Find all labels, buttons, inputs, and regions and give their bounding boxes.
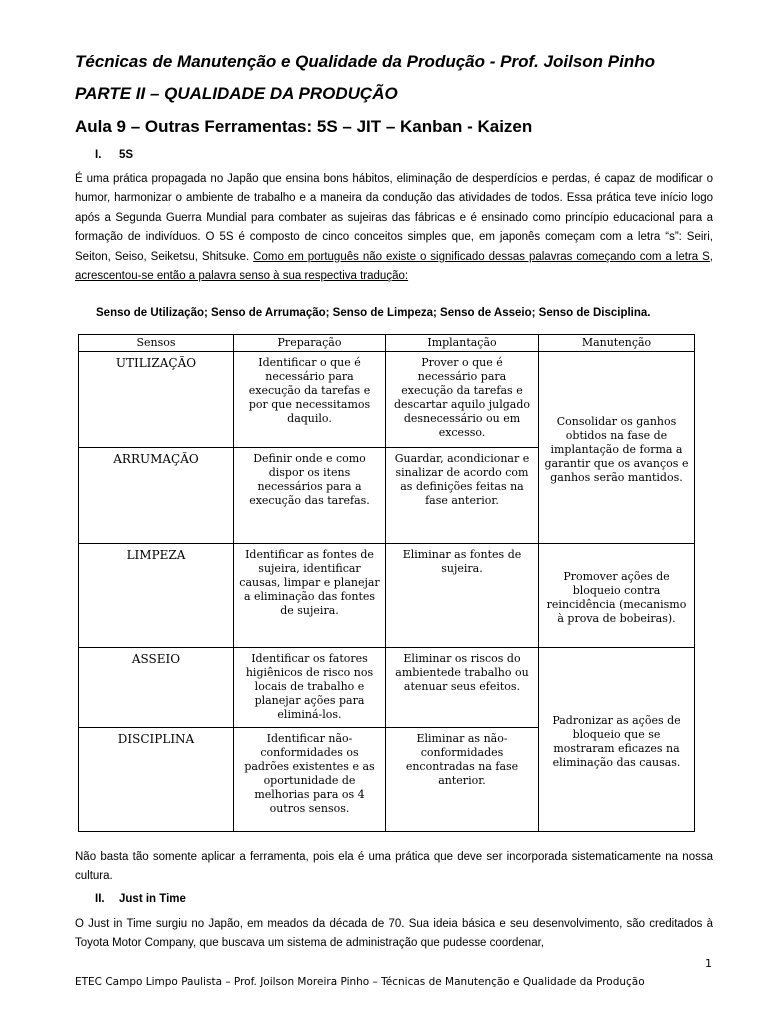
manutencao-cell: Consolidar os ganhos obtidos na fase de implantação de forma a garantir que os avanços e ganhos serão mantidos. (539, 352, 695, 544)
after-table-paragraph: Não basta tão somente aplicar a ferramenta, pois ela é uma prática que deve ser incorporada sistematicamente na nossa cultura. (75, 851, 713, 883)
jit-paragraph: O Just in Time surgiu no Japão, em meados da década de 70. Sua ideia básica e seu desenvolvimento, são creditados à Toyota Motor Company, que buscava um sistema de administração que pudesse coordenar, (75, 918, 713, 950)
intro-paragraph (75, 170, 713, 286)
header-preparacao: Preparação (234, 335, 386, 352)
sensos-line: Senso de Utilização; Senso de Arrumação; Senso de Limpeza; Senso de Asseio; Senso de Disciplina. (96, 307, 651, 319)
implantacao-cell: Eliminar os riscos do ambientede trabalho ou atenuar seus efeitos. (386, 648, 539, 728)
manutencao-cell: Promover ações de bloqueio contra reincidência (mecanismo à prova de bobeiras). (539, 544, 695, 648)
intro-underlined-text: Como em português não existe o significado dessas palavras começando com a letra S, acrescentou-se então a palavra senso à sua respectiva tradução: (75, 250, 713, 283)
section-number: II. (95, 893, 105, 905)
preparacao-cell: Definir onde e como dispor os itens necessários para a execução das tarefas. (234, 448, 386, 544)
preparacao-cell: Identificar não-conformidades os padrões existentes e as oportunidade de melhorias para os 4 outros sensos. (234, 728, 386, 832)
table-row (79, 544, 695, 648)
preparacao-cell: Identificar o que é necessário para execução da tarefas e por que necessitamos daquilo. (234, 352, 386, 448)
preparacao-cell: Identificar os fatores higiênicos de risco nos locais de trabalho e planejar ações para eliminá-los. (234, 648, 386, 728)
implantacao-cell: Guardar, acondicionar e sinalizar de acordo com as definições feitas na fase anterior. (386, 448, 539, 544)
header-implantacao: Implantação (386, 335, 539, 352)
page-number: 1 (705, 957, 712, 970)
course-title: Técnicas de Manutenção e Qualidade da Produção - Prof. Joilson Pinho (75, 52, 656, 71)
implantacao-cell: Eliminar as não-conformidades encontradas na fase anterior. (386, 728, 539, 832)
table-row (79, 648, 695, 728)
page-footer: ETEC Campo Limpo Paulista – Prof. Joilson Moreira Pinho – Técnicas de Manutenção e Qualidade da Produção (75, 976, 645, 988)
senso-cell: LIMPEZA (79, 544, 234, 648)
section-label: Just in Time (119, 893, 186, 905)
table-row (79, 352, 695, 448)
intro-text: É uma prática propagada no Japão que ensina bons hábitos, eliminação de desperdícios e perdas, é capaz de modificar o humor, harmonizar o ambiente de trabalho e a maneira da condução das atividades de todos. Essa prática teve início logo após a Segunda Guerra Mundial para combater as sujeiras das fábricas e é ensinado como princípio educacional para a formação de indivíduos. O 5S é composto de cinco conceitos simples que, em japonês começam com a letra “s”: Seiri, Seiton, Seiso, Seiketsu, Shitsuke. (75, 173, 713, 263)
lesson-title: Aula 9 – Outras Ferramentas: 5S – JIT – Kanban - Kaizen (75, 117, 533, 136)
implantacao-cell: Prover o que é necessário para execução da tarefas e descartar aquilo julgado desnecessário ou em excesso. (386, 352, 539, 448)
senso-cell: DISCIPLINA (79, 728, 234, 832)
preparacao-cell: Identificar as fontes de sujeira, identificar causas, limpar e planejar a eliminação das fontes de sujeira. (234, 544, 386, 648)
part-title: PARTE II – QUALIDADE DA PRODUÇÃO (75, 84, 398, 103)
section-number: I. (95, 149, 102, 161)
5s-table (78, 334, 695, 832)
header-sensos: Sensos (79, 335, 234, 352)
senso-cell: UTILIZAÇÃO (79, 352, 234, 448)
section-label: 5S (119, 149, 134, 161)
table-header-row (79, 335, 695, 352)
manutencao-cell: Padronizar as ações de bloqueio que se mostraram eficazes na eliminação das causas. (539, 648, 695, 832)
implantacao-cell: Eliminar as fontes de sujeira. (386, 544, 539, 648)
senso-cell: ASSEIO (79, 648, 234, 728)
header-manutencao: Manutenção (539, 335, 695, 352)
senso-cell: ARRUMAÇÃO (79, 448, 234, 544)
